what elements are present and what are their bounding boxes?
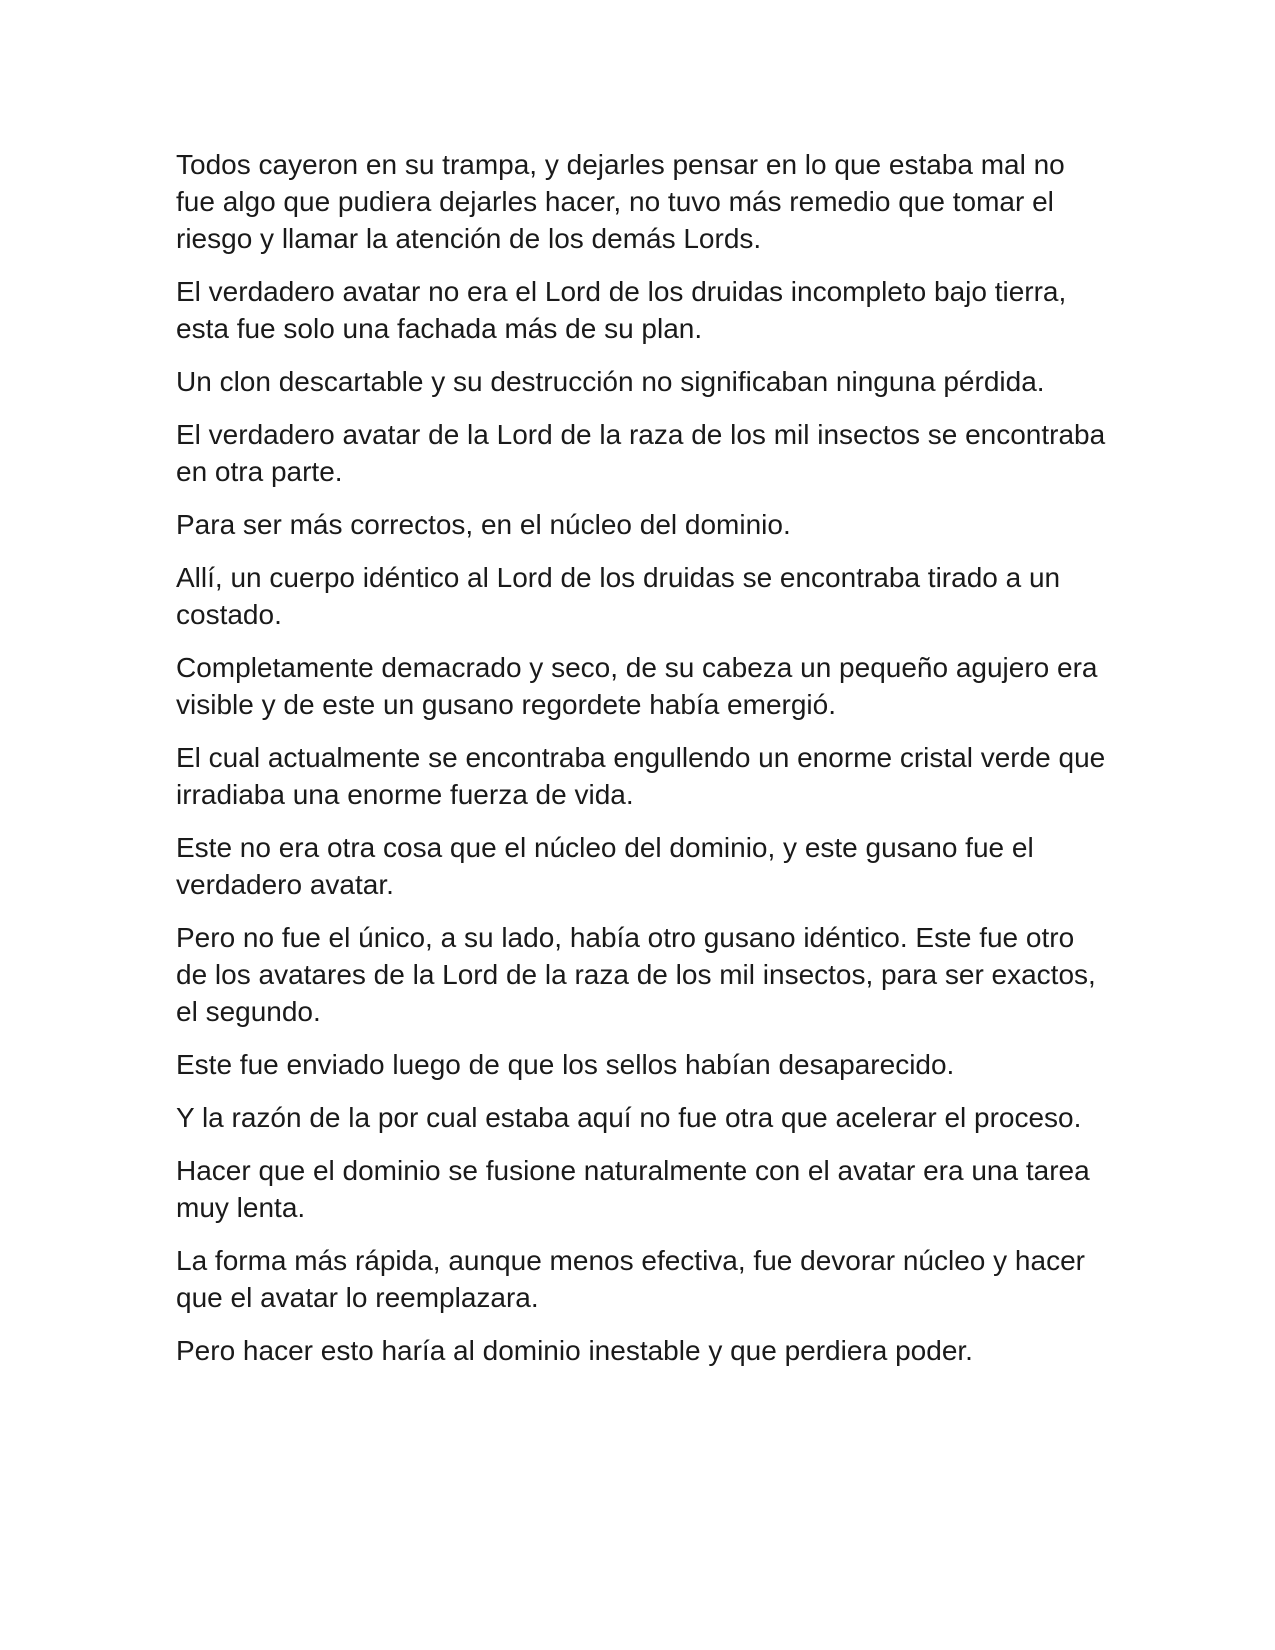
paragraph: Para ser más correctos, en el núcleo del dominio.: [176, 509, 791, 540]
paragraph: Allí, un cuerpo idéntico al Lord de los druidas se encontraba tirado a un costado.: [176, 562, 1061, 630]
document-body: [176, 146, 1106, 1385]
paragraph: Este no era otra cosa que el núcleo del dominio, y este gusano fue el verdadero avatar.: [176, 832, 1034, 900]
paragraph: Pero no fue el único, a su lado, había otro gusano idéntico. Este fue otro de los avatares de la Lord de la raza de los mil insectos, para ser exactos, el segundo.: [176, 922, 1096, 1027]
paragraph: Todos cayeron en su trampa, y dejarles pensar en lo que estaba mal no fue algo que pudiera dejarles hacer, no tuvo más remedio que tomar el riesgo y llamar la atención de los demás Lords.: [176, 149, 1065, 254]
paragraph: Y la razón de la por cual estaba aquí no fue otra que acelerar el proceso.: [176, 1102, 1082, 1133]
paragraph: Completamente demacrado y seco, de su cabeza un pequeño agujero era visible y de este un gusano regordete había emergió.: [176, 652, 1098, 720]
paragraph: El cual actualmente se encontraba engullendo un enorme cristal verde que irradiaba una enorme fuerza de vida.: [176, 742, 1106, 810]
paragraph: Pero hacer esto haría al dominio inestable y que perdiera poder.: [176, 1335, 973, 1366]
paragraph: Hacer que el dominio se fusione naturalmente con el avatar era una tarea muy lenta.: [176, 1155, 1090, 1223]
paragraph: La forma más rápida, aunque menos efectiva, fue devorar núcleo y hacer que el avatar lo reemplazara.: [176, 1245, 1085, 1313]
paragraph: El verdadero avatar no era el Lord de los druidas incompleto bajo tierra, esta fue solo una fachada más de su plan.: [176, 276, 1067, 344]
paragraph: El verdadero avatar de la Lord de la raza de los mil insectos se encontraba en otra parte.: [176, 419, 1106, 487]
paragraph: Este fue enviado luego de que los sellos habían desaparecido.: [176, 1049, 955, 1080]
paragraph: Un clon descartable y su destrucción no significaban ninguna pérdida.: [176, 366, 1045, 397]
